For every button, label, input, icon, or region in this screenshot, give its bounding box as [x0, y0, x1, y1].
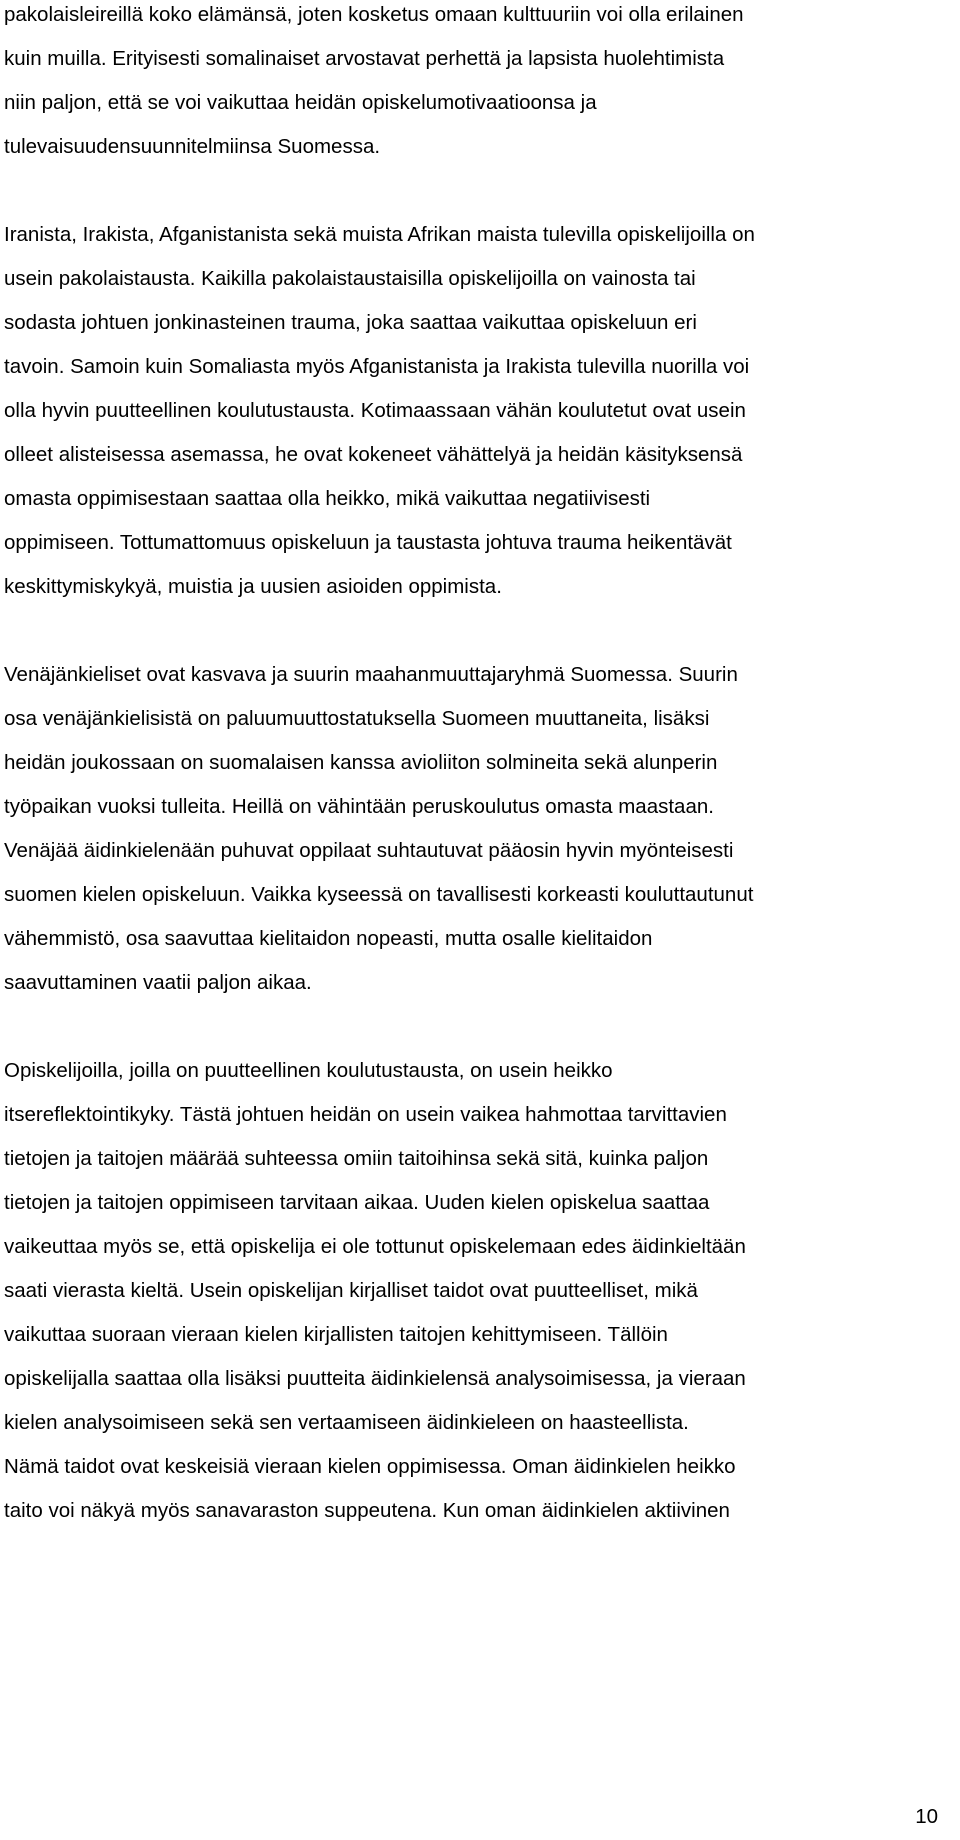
text-line: vähemmistö, osa saavuttaa kielitaidon nopeasti, mutta osalle kielitaidon	[4, 927, 653, 950]
text-line: vaikeuttaa myös se, että opiskelija ei ole tottunut opiskelemaan edes äidinkieltään	[4, 1235, 746, 1258]
page-number: 10	[915, 1805, 938, 1828]
text-line: saati vierasta kieltä. Usein opiskelijan kirjalliset taidot ovat puutteelliset, mikä	[4, 1279, 698, 1302]
text-line: usein pakolaistausta. Kaikilla pakolaistaustaisilla opiskelijoilla on vainosta tai	[4, 267, 696, 290]
text-line: niin paljon, että se voi vaikuttaa heidän opiskelumotivaatioonsa ja	[4, 91, 597, 114]
text-line: tietojen ja taitojen määrää suhteessa omiin taitoihinsa sekä sitä, kuinka paljon	[4, 1147, 709, 1170]
text-line: olleet alisteisessa asemassa, he ovat kokeneet vähättelyä ja heidän käsityksensä	[4, 443, 743, 466]
text-line: oppimiseen. Tottumattomuus opiskeluun ja taustasta johtuva trauma heikentävät	[4, 531, 732, 554]
text-line: itsereflektointikyky. Tästä johtuen heidän on usein vaikea hahmottaa tarvittavien	[4, 1103, 727, 1126]
text-line: omasta oppimisestaan saattaa olla heikko, mikä vaikuttaa negatiivisesti	[4, 487, 651, 510]
text-line: kuin muilla. Erityisesti somalinaiset arvostavat perhettä ja lapsista huolehtimista	[4, 47, 725, 70]
text-line: osa venäjänkielisistä on paluumuuttostatuksella Suomeen muuttaneita, lisäksi	[4, 707, 710, 730]
text-line: vaikuttaa suoraan vieraan kielen kirjallisten taitojen kehittymiseen. Tällöin	[4, 1323, 668, 1346]
text-line: pakolaisleireillä koko elämänsä, joten kosketus omaan kulttuuriin voi olla erilainen	[4, 3, 744, 26]
text-line: Venäjää äidinkielenään puhuvat oppilaat suhtautuvat pääosin hyvin myönteisesti	[4, 839, 734, 862]
text-line: Iranista, Irakista, Afganistanista sekä muista Afrikan maista tulevilla opiskelijoilla on	[4, 223, 755, 246]
text-line: työpaikan vuoksi tulleita. Heillä on vähintään peruskoulutus omasta maastaan.	[4, 795, 714, 818]
text-line: tavoin. Samoin kuin Somaliasta myös Afganistanista ja Irakista tulevilla nuorilla voi	[4, 355, 750, 378]
text-line: olla hyvin puutteellinen koulutustausta. Kotimaassaan vähän koulutetut ovat usein	[4, 399, 746, 422]
text-line: opiskelijalla saattaa olla lisäksi puutteita äidinkielensä analysoimisessa, ja vieraan	[4, 1367, 746, 1390]
text-line: suomen kielen opiskeluun. Vaikka kyseessä on tavallisesti korkeasti kouluttautunut	[4, 883, 754, 906]
text-line: sodasta johtuen jonkinasteinen trauma, joka saattaa vaikuttaa opiskeluun eri	[4, 311, 697, 334]
text-line: keskittymiskykyä, muistia ja uusien asioiden oppimista.	[4, 575, 502, 598]
text-line: heidän joukossaan on suomalaisen kanssa avioliiton solmineita sekä alunperin	[4, 751, 718, 774]
text-line: taito voi näkyä myös sanavaraston suppeutena. Kun oman äidinkielen aktiivinen	[4, 1499, 730, 1522]
text-line: Venäjänkieliset ovat kasvava ja suurin maahanmuuttajaryhmä Suomessa. Suurin	[4, 663, 738, 686]
text-line: tulevaisuudensuunnitelmiinsa Suomessa.	[4, 135, 381, 158]
text-line: Opiskelijoilla, joilla on puutteellinen koulutustausta, on usein heikko	[4, 1059, 613, 1082]
text-line: saavuttaminen vaatii paljon aikaa.	[4, 971, 312, 994]
text-line: Nämä taidot ovat keskeisiä vieraan kielen oppimisessa. Oman äidinkielen heikko	[4, 1455, 736, 1478]
text-line: kielen analysoimiseen sekä sen vertaamiseen äidinkieleen on haasteellista.	[4, 1411, 689, 1434]
text-line: tietojen ja taitojen oppimiseen tarvitaan aikaa. Uuden kielen opiskelua saattaa	[4, 1191, 710, 1214]
